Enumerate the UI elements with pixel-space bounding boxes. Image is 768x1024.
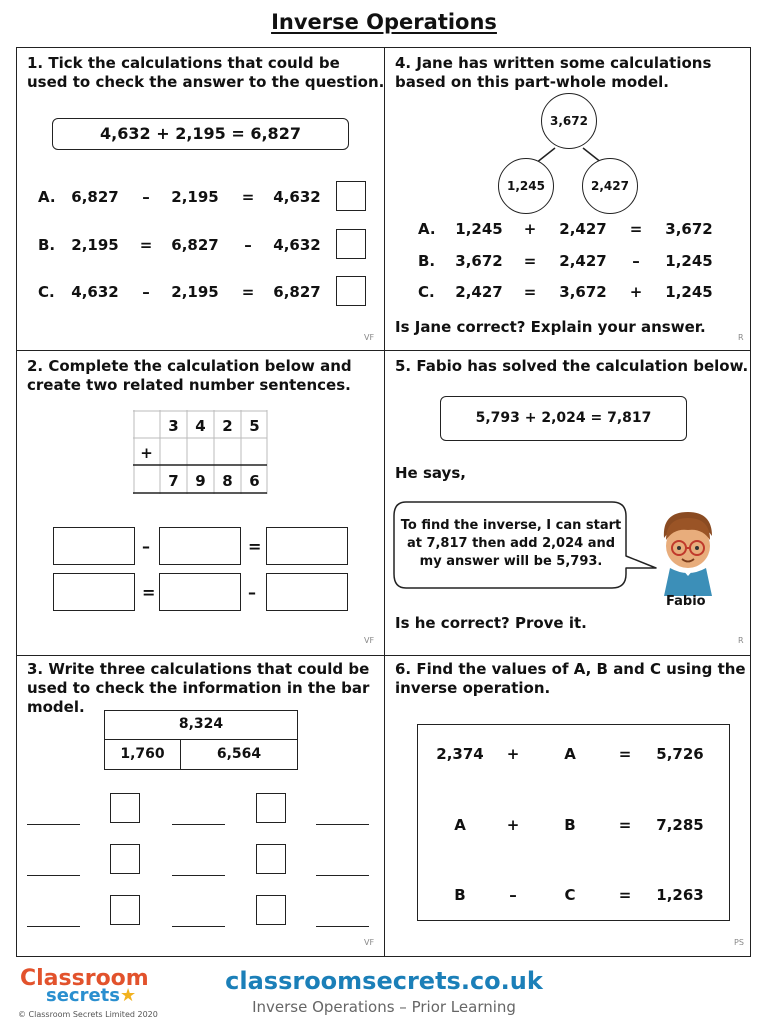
q6-tag: PS	[734, 938, 744, 947]
q5-tag: R	[738, 636, 744, 645]
operator-box[interactable]	[110, 844, 140, 874]
q2-answer-box[interactable]	[159, 573, 241, 611]
q2-answer-box[interactable]	[266, 573, 348, 611]
column-divider	[384, 47, 385, 957]
q1-row-value: 4,632	[273, 188, 321, 206]
q6-equals: =	[618, 816, 632, 834]
q6-operator: +	[506, 745, 520, 763]
q6-prompt-line2: inverse operation.	[395, 679, 551, 697]
q5-prompt: 5. Fabio has solved the calculation below.	[395, 357, 749, 375]
q2-answer-box[interactable]	[53, 527, 135, 565]
q1-row-operator: –	[142, 283, 150, 301]
q2-sum-digit: 6	[249, 472, 260, 490]
q2-addend-input[interactable]	[161, 439, 268, 465]
q4-tag: R	[738, 333, 744, 342]
q5-question: Is he correct? Prove it.	[395, 614, 587, 632]
speech-line: To find the inverse, I can start	[400, 518, 622, 533]
q4-row-value: 1,245	[665, 252, 713, 270]
q2-sum-digit: 7	[168, 472, 179, 490]
answer-line[interactable]	[172, 875, 225, 876]
q1-row-operator: –	[142, 188, 150, 206]
q5-equation-box: 5,793 + 2,024 = 7,817	[440, 396, 687, 441]
operator-box[interactable]	[256, 895, 286, 925]
q2-equals-sign: =	[248, 537, 262, 556]
q2-prompt	[27, 357, 352, 395]
fabio-name-label: Fabio	[666, 594, 706, 609]
q1-row-value: 2,195	[171, 188, 219, 206]
answer-line[interactable]	[27, 926, 80, 927]
q2-prompt-line1: 2. Complete the calculation below and	[27, 357, 352, 375]
q1-row-value: 4,632	[273, 236, 321, 254]
q3-prompt-line3: model.	[27, 698, 85, 716]
q4-row-operator: +	[523, 220, 537, 238]
q1-equation-box: 4,632 + 2,195 = 6,827	[52, 118, 349, 150]
q3-prompt	[27, 660, 369, 717]
q4-row-value: 1,245	[665, 283, 713, 301]
q2-top-digit: 3	[168, 417, 179, 435]
q1-prompt-line2: used to check the answer to the question.	[27, 73, 385, 91]
q3-prompt-line2: used to check the information in the bar	[27, 679, 370, 697]
q2-top-digit: 2	[222, 417, 233, 435]
q6-value: 2,374	[436, 745, 484, 763]
q4-row-operator: =	[523, 252, 537, 270]
q6-value: 7,285	[656, 816, 704, 834]
q2-answer-box[interactable]	[266, 527, 348, 565]
part-circle-1: 1,245	[498, 158, 554, 214]
q1-tick-box-b[interactable]	[336, 229, 366, 259]
answer-line[interactable]	[27, 824, 80, 825]
q4-row-letter: A.	[418, 220, 436, 238]
q1-tick-box-c[interactable]	[336, 276, 366, 306]
speech-text	[396, 517, 626, 571]
answer-line[interactable]	[316, 926, 369, 927]
star-icon: ★	[120, 985, 137, 1006]
q1-row-operator: =	[241, 283, 255, 301]
q4-row-operator: +	[629, 283, 643, 301]
row-divider-1	[16, 350, 751, 351]
q4-row-value: 1,245	[455, 220, 503, 238]
page-title: Inverse Operations	[271, 10, 497, 34]
q4-prompt-line1: 4. Jane has written some calculations	[395, 54, 712, 72]
q2-minus-sign: –	[248, 583, 256, 602]
q6-equals: =	[618, 745, 632, 763]
q1-row-value: 6,827	[71, 188, 119, 206]
q2-answer-box[interactable]	[159, 527, 241, 565]
q4-row-letter: C.	[418, 283, 435, 301]
q6-value: A	[454, 816, 466, 834]
q6-value: B	[564, 816, 576, 834]
row-divider-2	[16, 655, 751, 656]
q6-prompt-line1: 6. Find the values of A, B and C using the	[395, 660, 746, 678]
q1-row-operator: =	[241, 188, 255, 206]
q4-row-letter: B.	[418, 252, 436, 270]
q4-question: Is Jane correct? Explain your answer.	[395, 318, 706, 336]
q2-equals-sign: =	[142, 583, 156, 602]
q2-sum-digit: 9	[195, 472, 206, 490]
q2-top-digit: 4	[195, 417, 206, 435]
q4-row-value: 2,427	[455, 283, 503, 301]
q4-row-operator: =	[523, 283, 537, 301]
bar-model-part-1: 1,760	[104, 739, 181, 770]
q1-row-operator: –	[244, 236, 252, 254]
q6-value: 1,263	[656, 886, 704, 904]
q4-row-value: 3,672	[455, 252, 503, 270]
q4-row-value: 3,672	[559, 283, 607, 301]
q5-he-says: He says,	[395, 464, 466, 482]
logo-secrets-text: secrets	[46, 985, 120, 1006]
q1-prompt	[27, 54, 384, 92]
fabio-avatar-icon	[652, 508, 722, 596]
operator-box[interactable]	[110, 793, 140, 823]
bar-model-part-2: 6,564	[180, 739, 298, 770]
q6-operator: +	[506, 816, 520, 834]
part-circle-2: 2,427	[582, 158, 638, 214]
speech-line: my answer will be 5,793.	[419, 554, 603, 569]
q1-row-value: 2,195	[171, 283, 219, 301]
q6-prompt	[395, 660, 746, 698]
q6-value: C	[564, 886, 576, 904]
q1-row-letter: C.	[38, 283, 55, 301]
bar-model-total: 8,324	[104, 710, 298, 740]
q6-value: 5,726	[656, 745, 704, 763]
q2-prompt-line2: create two related number sentences.	[27, 376, 351, 394]
q1-row-value: 6,827	[171, 236, 219, 254]
q2-top-digit: 5	[249, 417, 260, 435]
q6-equals: =	[618, 886, 632, 904]
q1-row-letter: A.	[38, 188, 56, 206]
q1-row-value: 2,195	[71, 236, 119, 254]
q6-value: B	[454, 886, 466, 904]
q1-row-value: 6,827	[273, 283, 321, 301]
q4-prompt	[395, 54, 711, 92]
q2-answer-box[interactable]	[53, 573, 135, 611]
q4-row-operator: =	[629, 220, 643, 238]
q4-row-value: 3,672	[665, 220, 713, 238]
operator-box[interactable]	[110, 895, 140, 925]
q2-minus-sign: –	[142, 537, 150, 556]
q1-prompt-line1: 1. Tick the calculations that could be	[27, 54, 340, 72]
speech-line: at 7,817 then add 2,024 and	[406, 536, 616, 551]
q2-plus-sign: +	[140, 444, 153, 462]
q4-row-operator: –	[632, 252, 640, 270]
whole-circle: 3,672	[541, 93, 597, 149]
footer-subtitle: Inverse Operations – Prior Learning	[252, 998, 516, 1016]
operator-box[interactable]	[256, 844, 286, 874]
q1-row-letter: B.	[38, 236, 56, 254]
answer-line[interactable]	[172, 926, 225, 927]
q6-operator: –	[509, 886, 517, 904]
q3-prompt-line1: 3. Write three calculations that could be	[27, 660, 370, 678]
q4-prompt-line2: based on this part-whole model.	[395, 73, 669, 91]
answer-line[interactable]	[172, 824, 225, 825]
copyright: © Classroom Secrets Limited 2020	[18, 1010, 158, 1019]
site-url[interactable]: classroomsecrets.co.uk	[225, 967, 543, 995]
q4-row-value: 2,427	[559, 252, 607, 270]
q3-tag: VF	[364, 938, 375, 947]
q6-value: A	[564, 745, 576, 763]
operator-box[interactable]	[256, 793, 286, 823]
answer-line[interactable]	[316, 875, 369, 876]
q1-tick-box-a[interactable]	[336, 181, 366, 211]
q1-tag: VF	[364, 333, 375, 342]
logo-secrets	[46, 985, 136, 1006]
answer-line[interactable]	[27, 875, 80, 876]
q2-sum-digit: 8	[222, 472, 233, 490]
answer-line[interactable]	[316, 824, 369, 825]
q4-row-value: 2,427	[559, 220, 607, 238]
q2-tag: VF	[364, 636, 375, 645]
q1-row-operator: =	[139, 236, 153, 254]
logo-classroom: Classroom	[20, 966, 149, 991]
q1-row-value: 4,632	[71, 283, 119, 301]
